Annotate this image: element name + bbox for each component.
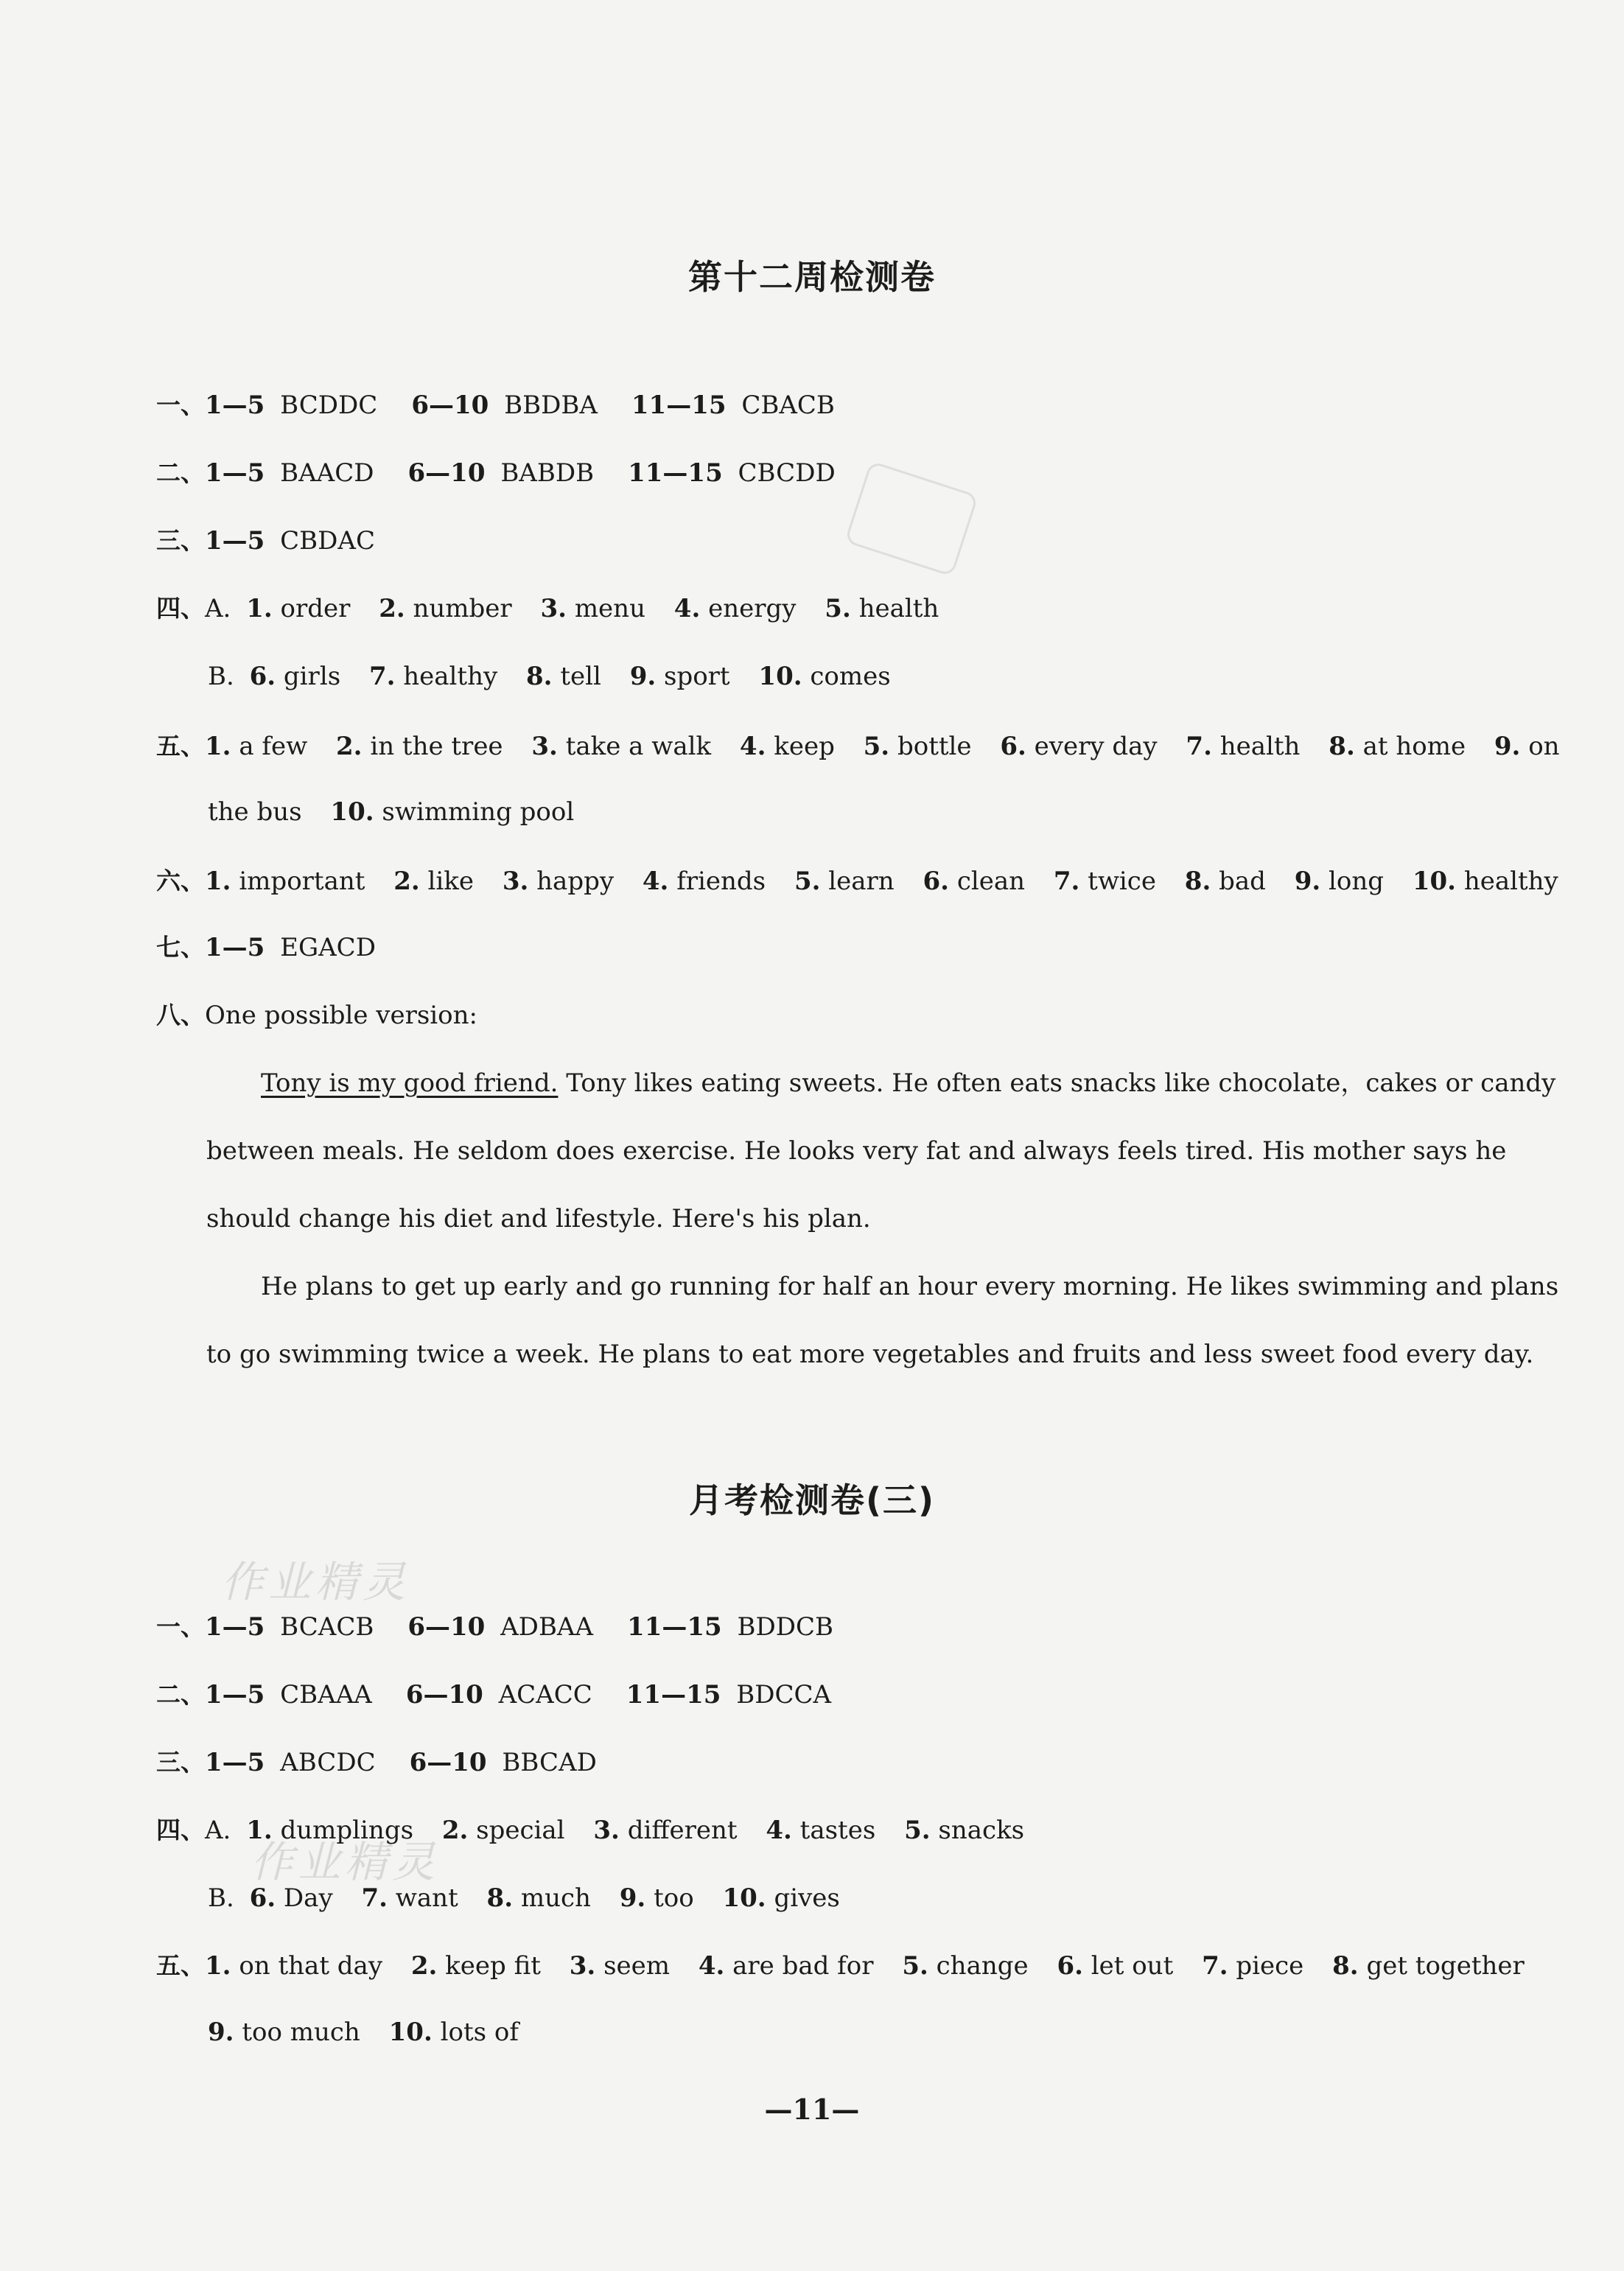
range-label: 1—5 [205,458,265,488]
fill-item: 7. piece [1202,1951,1304,1981]
fill-item: 6. girls [249,662,341,691]
range-label: 11—15 [627,1612,722,1642]
question-number: 一、 [156,1612,205,1641]
watermark-text: 作业精灵 [221,1557,410,1607]
answer-group: BDDCB [737,1612,833,1642]
page-number: —11— [764,2093,860,2126]
fill-item: 9. on [1494,732,1560,761]
range-label: 6—10 [411,391,489,420]
fill-item: 2. like [393,867,475,896]
question-number: 二、 [156,458,205,487]
answer-group: ACACC [498,1680,592,1710]
fill-item: 8. bad [1184,867,1266,896]
essay-topic-sentence: Tony is my good friend. [261,1068,559,1098]
fill-item: 3. different [593,1816,738,1845]
answer-group: ABCDC [280,1748,376,1777]
answer-group: BCDDC [280,391,378,420]
answer-row [156,458,836,488]
essay-text: Tony likes eating sweets. He often eats snacks like chocolate，cakes or candy [558,1068,1556,1098]
fill-item: 10. comes [758,662,891,691]
fill-item: 4. energy [673,594,797,623]
fill-item: 6. clean [923,867,1026,896]
answer-row [156,933,376,962]
fill-item: 1. order [246,594,351,623]
answer-row [156,732,1560,761]
answer-group: ADBAA [500,1612,594,1642]
fill-item: 7. healthy [368,662,498,691]
answer-row [208,2018,519,2047]
answer-group: EGACD [280,933,376,962]
question-number: 七、 [156,933,205,962]
range-label: 6—10 [405,1680,483,1710]
fill-item: 8. tell [526,662,601,691]
question-number: 三、 [156,1748,205,1777]
range-label: 1—5 [205,391,265,420]
answer-row [156,867,1558,896]
question-number: 一、 [156,391,205,419]
fill-item: 8. get together [1332,1951,1525,1981]
fill-item: 3. menu [540,594,645,623]
fill-item: 2. number [379,594,512,623]
fill-item: 7. health [1186,732,1301,761]
fill-item: 9. too [619,1883,694,1913]
question-number: 三、 [156,526,205,555]
range-label: 1—5 [205,1612,265,1642]
question-number: 四、 [156,1816,205,1844]
answer-row [156,391,835,420]
answer-row [156,594,959,623]
fill-item: 1. on that day [205,1951,383,1981]
fill-item: 4. friends [642,867,766,896]
fill-item: 5. bottle [863,732,972,761]
range-label: 1—5 [205,1680,265,1710]
fill-item: 5. snacks [904,1816,1025,1845]
fill-item: 1. dumplings [246,1816,414,1845]
fill-item: 5. learn [794,867,895,896]
answer-group: CBCDD [738,458,836,488]
fill-item: 10. lots of [388,2018,519,2047]
fill-item: 9. too much [208,2018,360,2047]
answer-group: BBDBA [504,391,598,420]
fill-item: 8. at home [1329,732,1466,761]
range-label: 6—10 [409,1748,487,1777]
question-number: 五、 [156,1951,205,1980]
question-number: 八、 [156,1001,205,1029]
answer-row [156,1612,833,1642]
fill-item: 10. healthy [1412,867,1558,896]
range-label: 6—10 [407,458,486,488]
range-label: 11—15 [631,391,727,420]
fill-item: 1. a few [205,732,308,761]
fill-item: 3. happy [502,867,615,896]
answer-row [156,1951,1525,1981]
range-label: 6—10 [407,1612,486,1642]
essay-line [261,1068,1555,1098]
fill-item: 3. take a walk [531,732,712,761]
fill-item: 4. are bad for [698,1951,874,1981]
answer-group: BDCCA [736,1680,832,1710]
question-number: 二、 [156,1680,205,1709]
fill-item: 8. much [486,1883,591,1913]
part-label: B. [208,662,234,691]
fill-item: 1. important [205,867,365,896]
answer-group: BBCAD [502,1748,597,1777]
fill-item: 7. want [361,1883,458,1913]
range-label: 1—5 [205,933,265,962]
watermark-stamp [844,461,979,577]
essay-line: to go swimming twice a week. He plans to eat more vegetables and fruits and less sweet food every day. [206,1340,1534,1369]
essay-intro: One possible version: [205,1001,477,1030]
fill-item: 6. let out [1057,1951,1174,1981]
fill-item: 5. health [825,594,939,623]
essay-line: between meals. He seldom does exercise. He looks very fat and always feels tired. His mother says he [206,1136,1507,1166]
essay-line: should change his diet and lifestyle. Here's his plan. [206,1204,871,1234]
answer-row [208,1883,861,1913]
fill-item: 4. keep [739,732,835,761]
question-number: 五、 [156,732,205,760]
range-label: 1—5 [205,526,265,556]
fill-item: 3. seem [569,1951,670,1981]
essay-line: He plans to get up early and go running for half an hour every morning. He likes swimming and plans [261,1272,1559,1301]
fill-item: 6. Day [249,1883,333,1913]
range-label: 1—5 [205,1748,265,1777]
fill-item: 6. every day [1000,732,1158,761]
section-title: 第十二周检测卷 [688,257,936,297]
answer-row [208,797,574,827]
fill-item: 2. in the tree [336,732,503,761]
fill-item: 10. gives [722,1883,840,1913]
part-label: B. [208,1883,234,1913]
question-number: 六、 [156,867,205,895]
answer-row [156,1680,831,1710]
answer-row [156,526,375,556]
fill-item: 2. keep fit [410,1951,541,1981]
answer-group: BCACB [280,1612,374,1642]
part-label: A. [205,1816,231,1845]
answer-group: CBDAC [280,526,375,556]
fill-item: 7. twice [1053,867,1156,896]
answer-row [156,1748,597,1777]
continued-text: the bus [208,797,302,827]
answer-group: BAACD [280,458,374,488]
answer-row [208,662,911,691]
range-label: 11—15 [626,1680,721,1710]
fill-item: 10. swimming pool [330,797,575,827]
answer-group: CBACB [741,391,835,420]
part-label: A. [205,594,231,623]
section-title: 月考检测卷(三) [688,1480,936,1520]
fill-item: 2. special [441,1816,565,1845]
question-number: 四、 [156,594,205,623]
answer-row [156,1001,477,1030]
fill-item: 4. tastes [766,1816,876,1845]
fill-item: 5. change [902,1951,1029,1981]
fill-item: 9. long [1294,867,1385,896]
fill-item: 9. sport [629,662,730,691]
answer-group: CBAAA [280,1680,372,1710]
watermark-text: 作业精灵 [251,1837,440,1887]
answer-row [156,1816,1045,1845]
range-label: 11—15 [628,458,723,488]
answer-group: BABDB [500,458,595,488]
